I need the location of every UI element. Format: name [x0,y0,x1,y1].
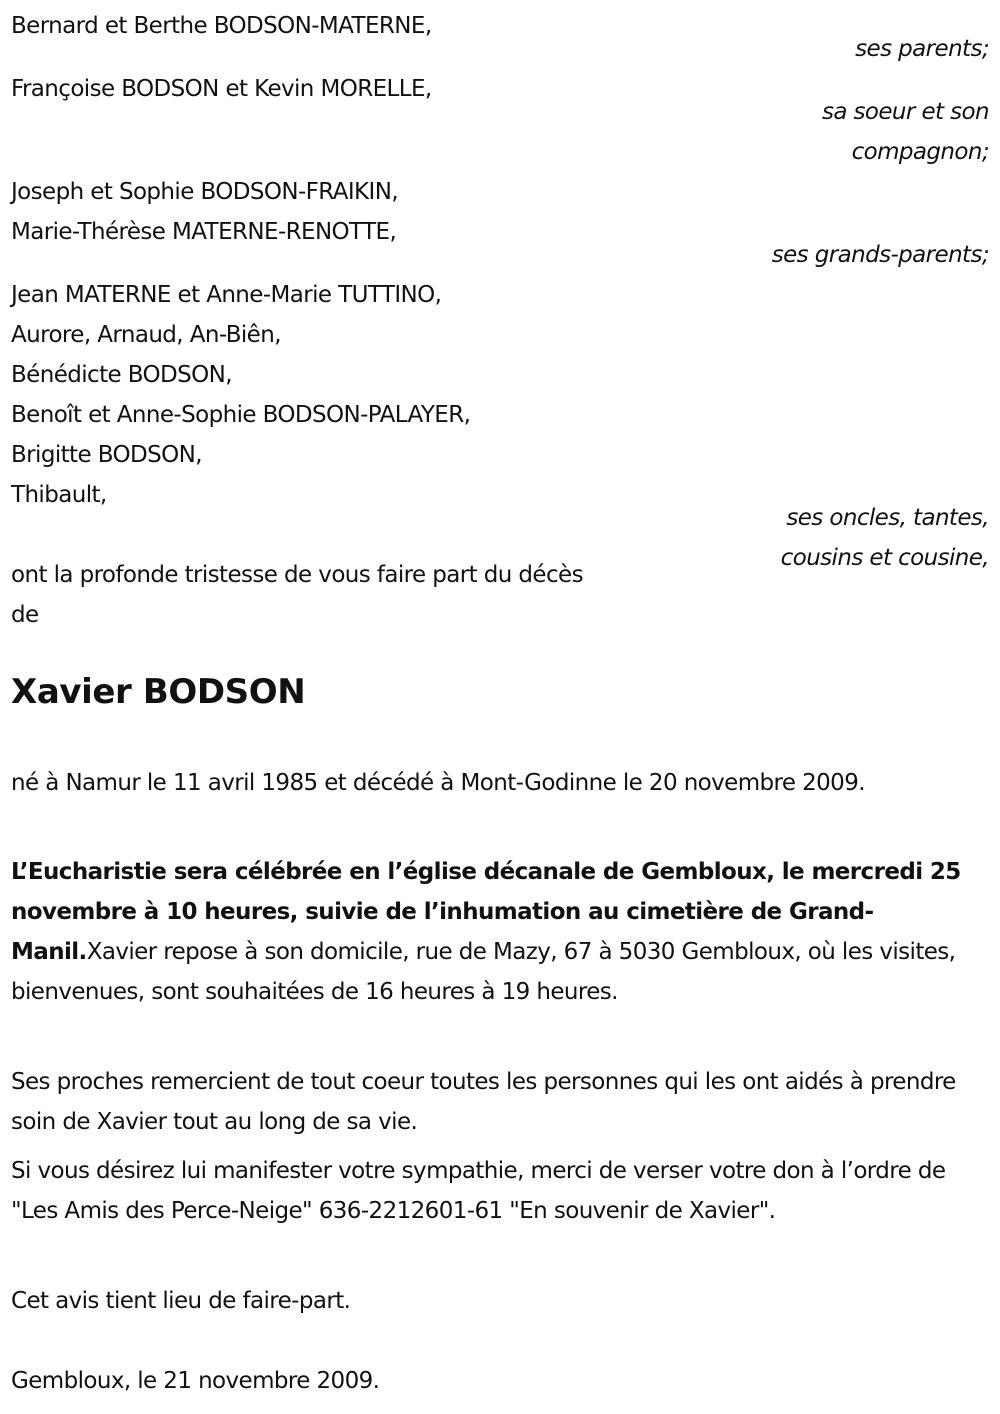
relation-label: compagnon; [851,139,989,165]
thanks-paragraph: Ses proches remercient de tout coeur toutes les personnes qui les ont aidés à prendre soin de Xavier tout au long de sa vie. [11,1069,956,1135]
family-name-line: Bernard et Berthe BODSON-MATERNE, [11,13,432,39]
relation-label: ses parents; [855,36,989,62]
deceased-name-heading: Xavier BODSON [11,672,306,712]
family-name-line: Aurore, Arnaud, An-Biên, [11,322,281,348]
relation-label: sa soeur et son [821,99,989,125]
family-name-line: Joseph et Sophie BODSON-FRAIKIN, [11,179,399,205]
announcement-text: de [11,602,39,628]
notice-paragraph: Cet avis tient lieu de faire-part. [11,1288,351,1314]
place-date: Gembloux, le 21 novembre 2009. [11,1368,380,1394]
family-name-line: Marie-Thérèse MATERNE-RENOTTE, [11,219,397,245]
relation-label: cousins et cousine, [780,545,989,571]
birth-death-paragraph: né à Namur le 11 avril 1985 et décédé à Mont-Godinne le 20 novembre 2009. [11,770,865,796]
family-name-line: Brigitte BODSON, [11,442,202,468]
family-name-line: Thibault, [11,482,107,508]
wake-details: Xavier repose à son domicile, rue de Mazy, 67 à 5030 Gembloux, où les visites, bienvenues, sont souhaitées de 16 heures à 19 heures. [11,939,956,1005]
donation-paragraph: Si vous désirez lui manifester votre sympathie, merci de verser votre don à l’ordre de "Les Amis des Perce-Neige" 636-2212601-61 "En souvenir de Xavier". [11,1158,946,1224]
relation-label: ses grands-parents; [771,242,989,268]
announcement-text: ont la profonde tristesse de vous faire part du décès [11,562,583,588]
family-name-line: Benoît et Anne-Sophie BODSON-PALAYER, [11,402,471,428]
ceremony-paragraph [11,852,991,1012]
ceremony-details: L’Eucharistie sera célébrée en l’église décanale de Gembloux, le mercredi 25 novembre à 10 heures, suivie de l’inhumation au cimetière de Grand-Manil. [11,859,961,965]
relation-label: ses oncles, tantes, [786,505,989,531]
family-name-line: Françoise BODSON et Kevin MORELLE, [11,76,432,102]
family-name-line: Jean MATERNE et Anne-Marie TUTTINO, [11,282,442,308]
family-name-line: Bénédicte BODSON, [11,362,232,388]
